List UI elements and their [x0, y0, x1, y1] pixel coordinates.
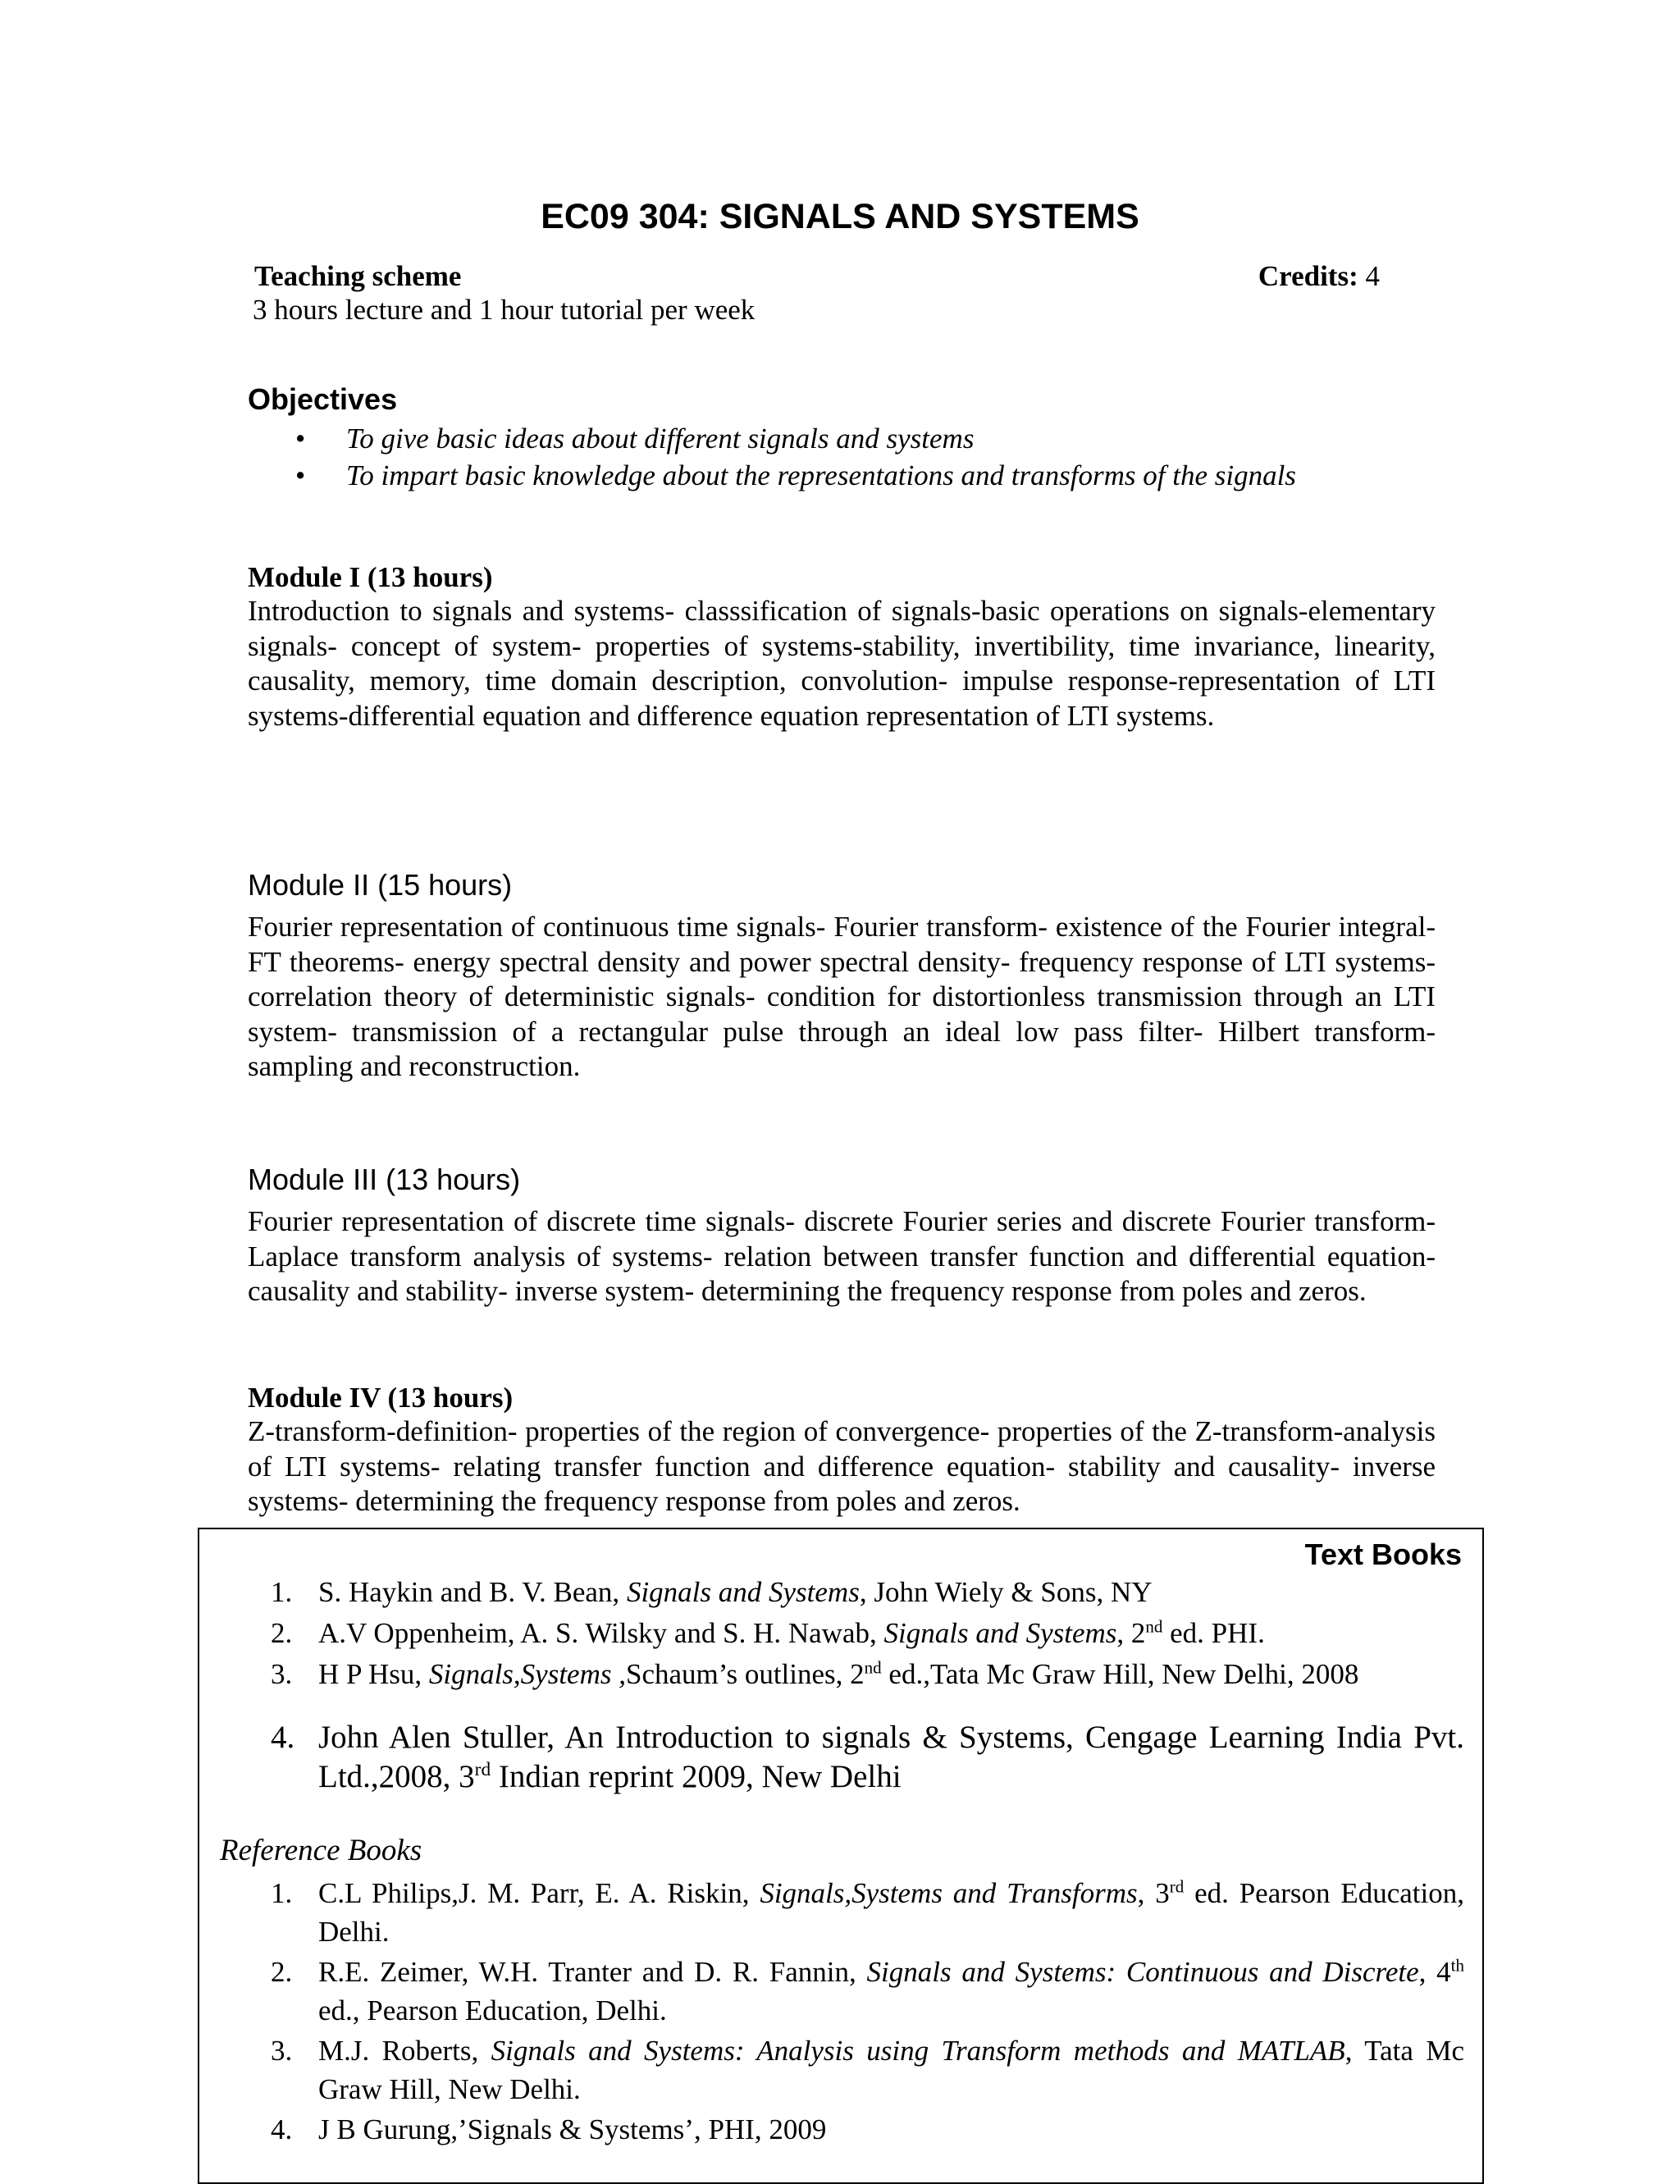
module-3-text: Fourier representation of discrete time signals- discrete Fourier series and discrete Fourier transform- Laplace transform analysis of systems- relation between transfer function and differential equation- causality and stability- inverse system- determining the frequency response from poles and zeros. [248, 1205, 1436, 1308]
text-books-list [271, 1572, 1464, 1695]
hours-text: 3 hours lecture and 1 hour tutorial per week [253, 294, 756, 326]
list-item: 4. John Alen Stuller, An Introduction to signals & Systems, Cengage Learning India Pvt. Ltd.,2008, 3rd Indian reprint 2009, New Delhi [271, 1720, 1464, 1794]
page-title: EC09 304: SIGNALS AND SYSTEMS [541, 197, 1139, 236]
objective-item: • To impart basic knowledge about the representations and transforms of the signals [254, 457, 1296, 494]
module-2-text: Fourier representation of continuous time signals- Fourier transform- existence of the Fourier integral- FT theorems- energy spectral density and power spectral density- frequency response of LTI systems- correlation theory of deterministic signals- condition for distortionless transmission through an LTI system- transmission of a rectangular pulse through an ideal low pass filter- Hilbert transform- sampling and reconstruction. [248, 911, 1436, 1083]
module-4-text: Z-transform-definition- properties of the region of convergence- properties of the Z-transform-analysis of LTI systems- relating transfer function and difference equation- stability and causality- inverse systems- determining the frequency response from poles and zeros. [248, 1415, 1436, 1518]
credits-label: Credits: [1258, 260, 1358, 292]
reference-books-list [271, 1874, 1464, 2150]
objectives-heading: Objectives [248, 382, 398, 416]
module-1-text: Introduction to signals and systems- classsification of signals-basic operations on signals-elementary signals- concept of system- properties of systems-stability, invertibility, time invariance, linearity, causality, memory, time domain description, convolution- impulse response-representation of LTI systems-differential equation and difference equation representation of LTI systems. [248, 595, 1436, 732]
list-item: 3. H P Hsu, Signals,Systems ,Schaum’s outlines, 2nd ed.,Tata Mc Graw Hill, New Delhi, 2008 [271, 1657, 1359, 1690]
list-item: 1. C.L Philips,J. M. Parr, E. A. Riskin, Signals,Systems and Transforms, 3rd ed. Pearson Education, Delhi. [271, 1876, 1464, 1948]
objectives-list [254, 420, 1296, 494]
credits-value: 4 [1358, 260, 1380, 292]
text-books-heading: Text Books [1304, 1537, 1462, 1571]
bullet-icon: • [295, 423, 306, 455]
list-item: 3. M.J. Roberts, Signals and Systems: Analysis using Transform methods and MATLAB, Tata Mc Graw Hill, New Delhi. [271, 2035, 1464, 2105]
teaching-scheme-label: Teaching scheme [254, 260, 462, 292]
bullet-icon: • [295, 459, 306, 491]
list-item: 4. J B Gurung,’Signals & Systems’, PHI, 2009 [271, 2113, 827, 2145]
module-3-heading: Module III (13 hours) [248, 1163, 521, 1196]
list-item: 2. A.V Oppenheim, A. S. Wilsky and S. H. Nawab, Signals and Systems, 2nd ed. PHI. [271, 1616, 1265, 1649]
objective-item: • To give basic ideas about different signals and systems [254, 420, 1296, 457]
text-books-list-continued [271, 1718, 1464, 1797]
reference-books-heading: Reference Books [220, 1834, 422, 1867]
teaching-scheme-row [254, 260, 1380, 293]
list-item: 1. S. Haykin and B. V. Bean, Signals and Systems, John Wiely & Sons, NY [271, 1576, 1153, 1608]
module-2-heading: Module II (15 hours) [248, 868, 513, 902]
credits [1258, 260, 1380, 293]
list-item: 2. R.E. Zeimer, W.H. Tranter and D. R. Fannin, Signals and Systems: Continuous and Discrete, 4th ed., Pearson Education, Delhi. [271, 1955, 1465, 2026]
module-4-heading: Module IV (13 hours) [248, 1382, 514, 1414]
module-1-heading: Module I (13 hours) [248, 561, 493, 593]
